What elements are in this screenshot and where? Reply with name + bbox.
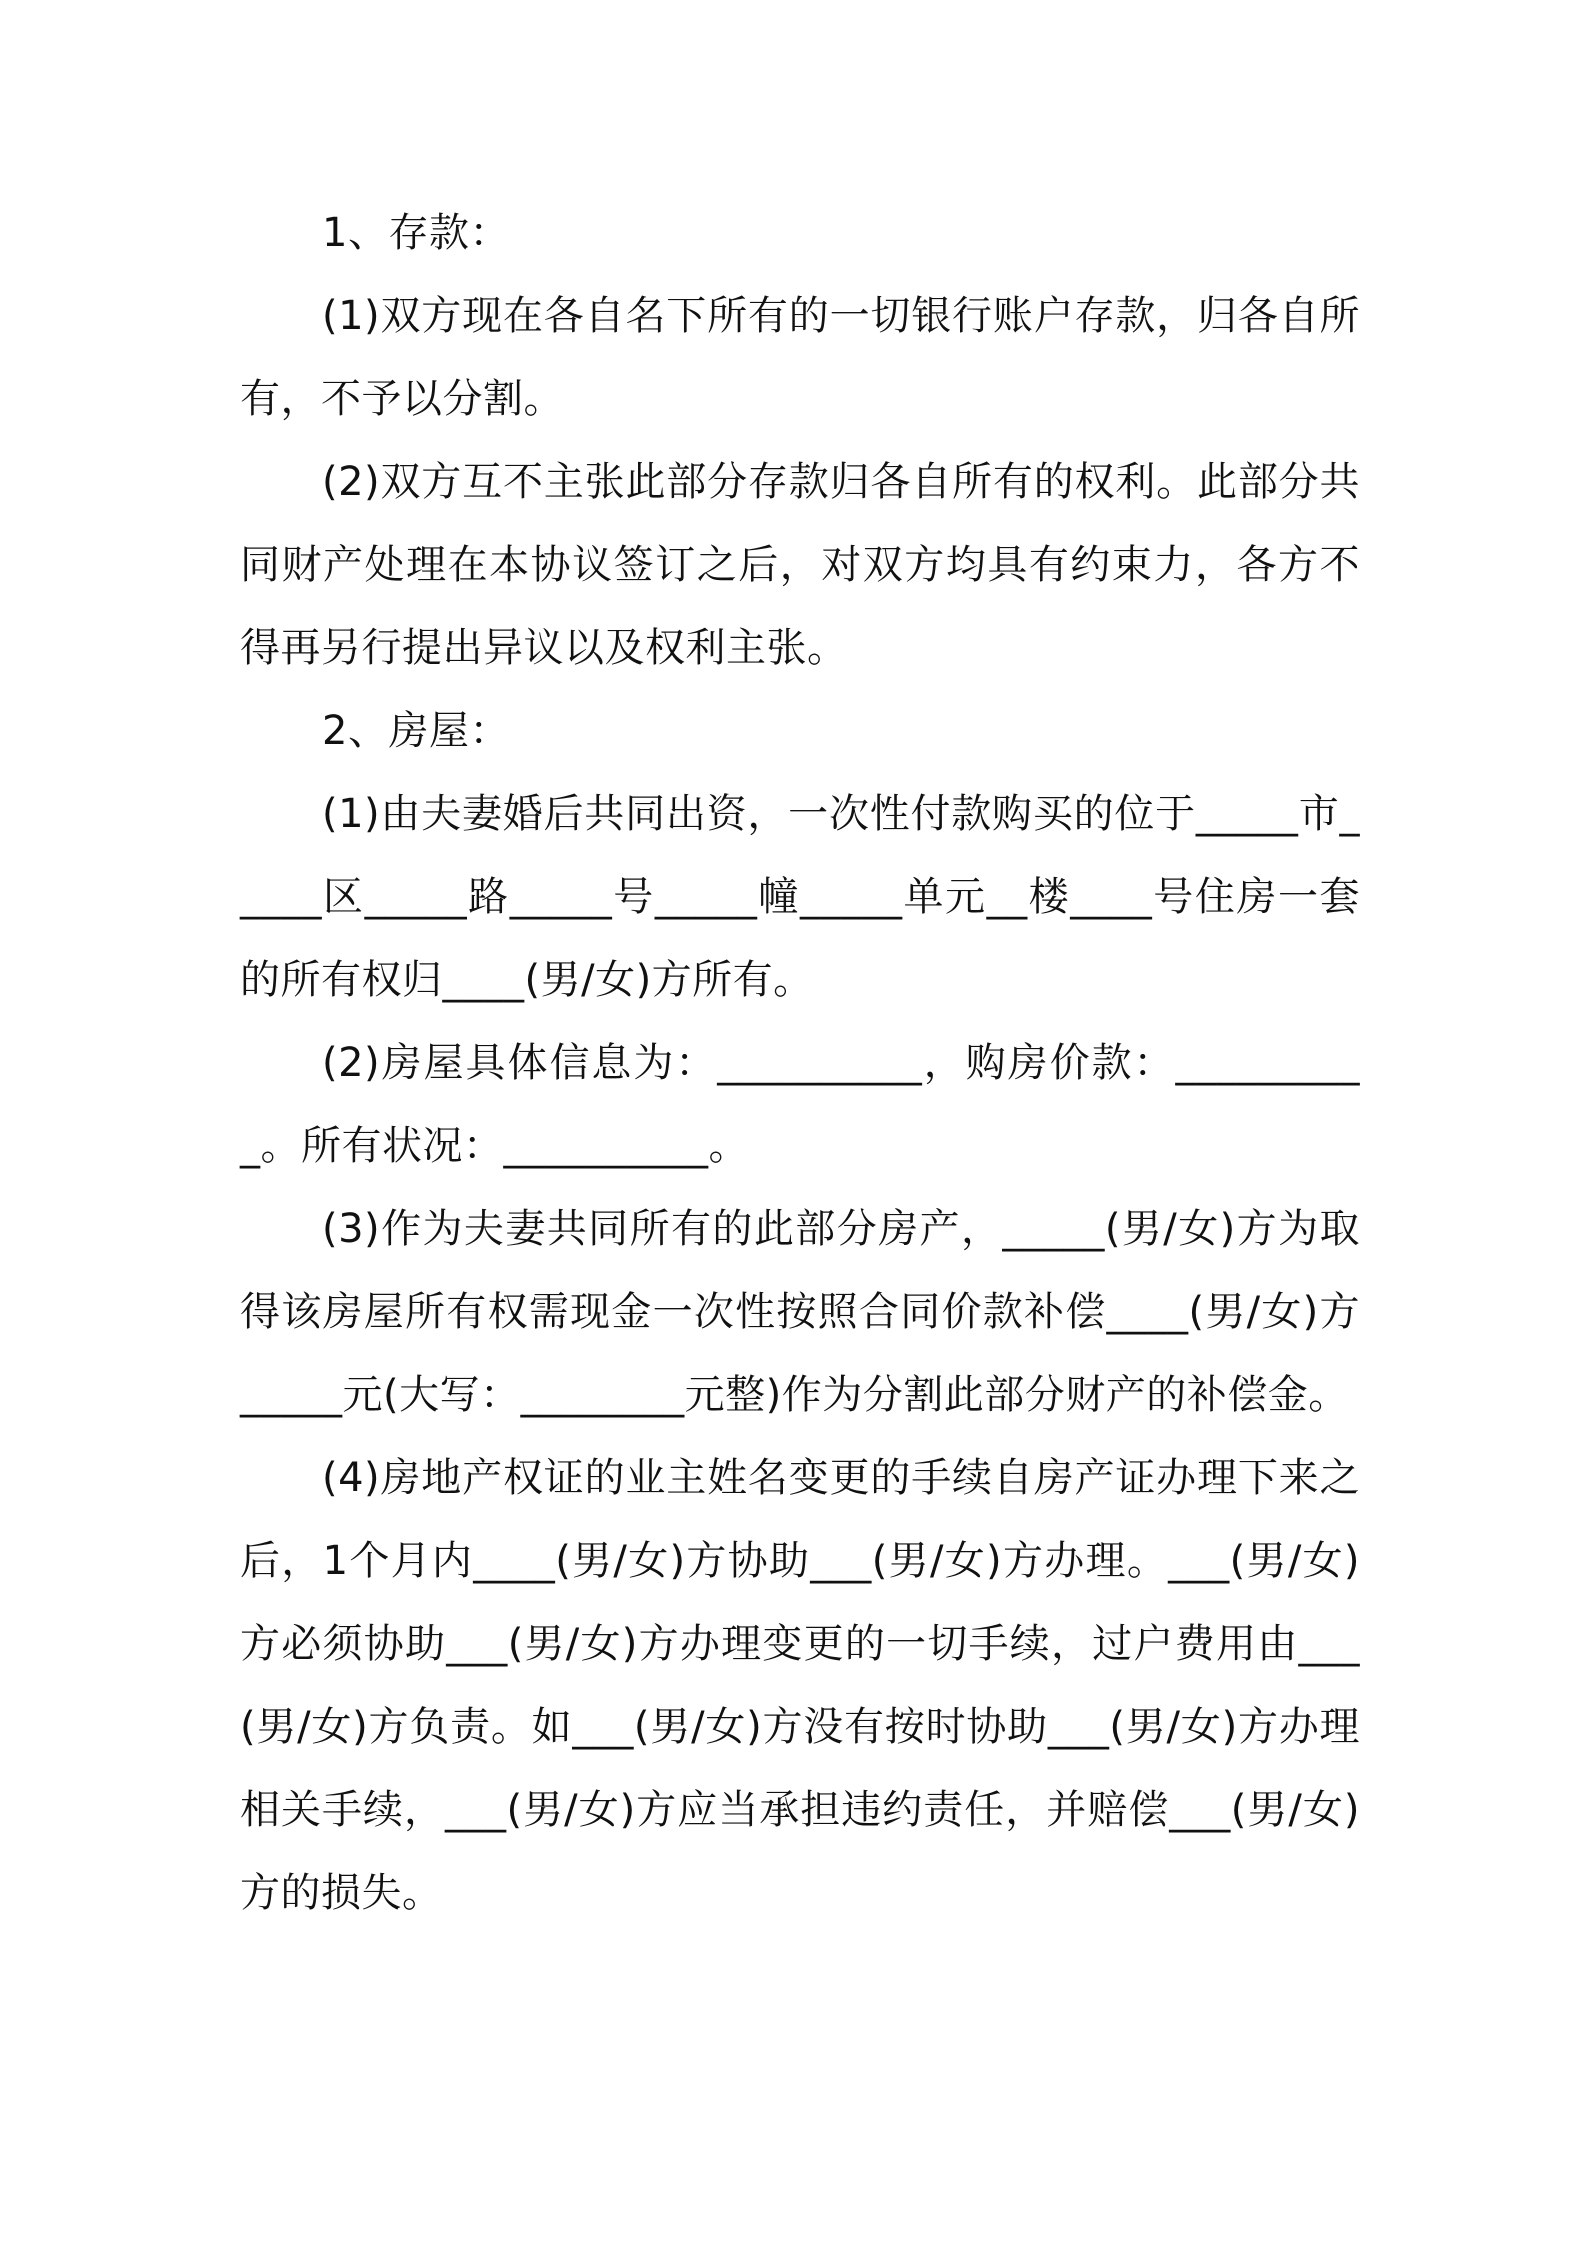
housing-clause-4: (4)房地产权证的业主姓名变更的手续自房产证办理下来之后，1个月内____(男/女)方协助___(男/女)方办理。___(男/女)方必须协助___(男/女)方办理变更的一切手续，过户费用由___(男/女)方负责。如___(男/女)方没有按时协助___(男/女)方办理相关手续，___(男/女)方应当承担违约责任，并赔偿___(男/女)方的损失。 [240, 1455, 1360, 1916]
section-heading-deposits: 1、存款： [322, 210, 510, 256]
document-body [240, 192, 1360, 1935]
deposit-clause-1: (1)双方现在各自名下所有的一切银行账户存款，归各自所有，不予以分割。 [240, 293, 1360, 422]
housing-clause-1: (1)由夫妻婚后共同出资，一次性付款购买的位于_____市_____区_____路_____号_____幢_____单元__楼____号住房一套的所有权归____(男/女)方所有。 [240, 791, 1360, 1003]
section-heading-housing: 2、房屋： [322, 708, 510, 754]
deposit-clause-2: (2)双方互不主张此部分存款归各自所有的权利。此部分共同财产处理在本协议签订之后，对双方均具有约束力，各方不得再另行提出异议以及权利主张。 [240, 459, 1360, 671]
housing-clause-3: (3)作为夫妻共同所有的此部分房产，_____(男/女)方为取得该房屋所有权需现金一次性按照合同价款补偿____(男/女)方_____元(大写：________元整)作为分割此部分财产的补偿金。 [240, 1206, 1360, 1418]
housing-clause-2: (2)房屋具体信息为：__________，购房价款：__________。所有状况：__________。 [240, 1040, 1360, 1169]
